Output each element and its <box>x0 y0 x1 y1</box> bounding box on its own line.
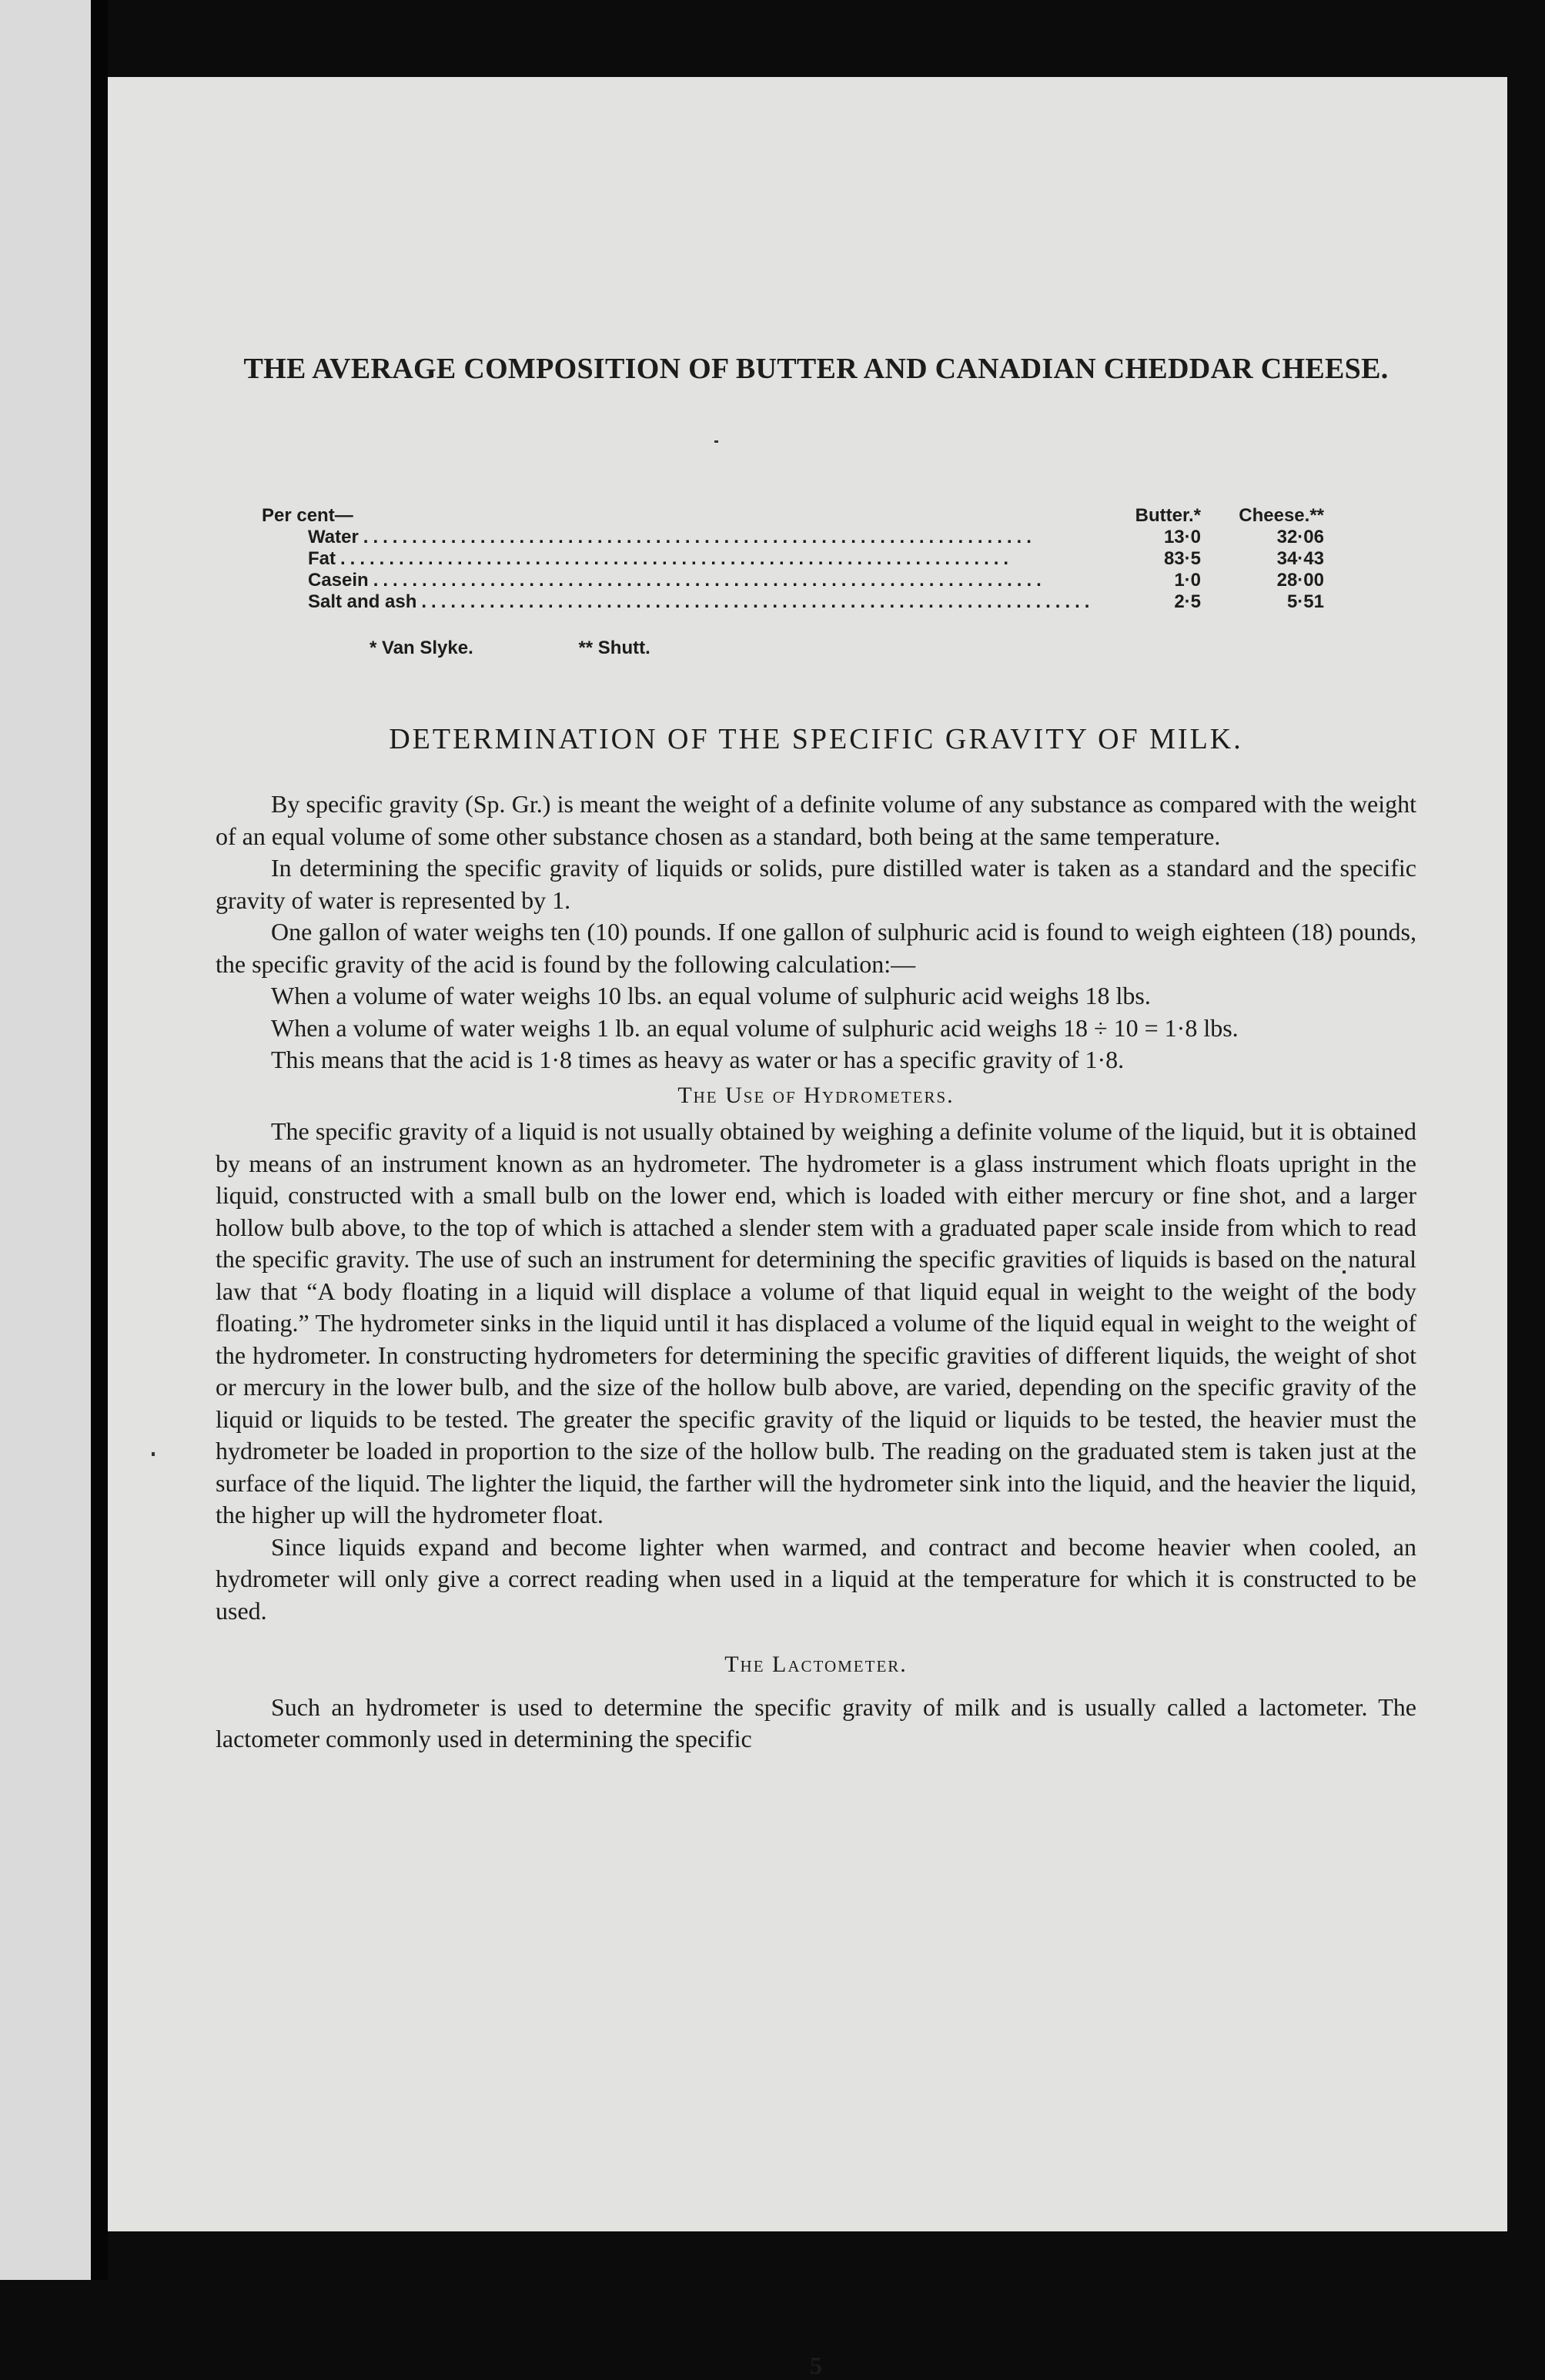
leader-dots: ..................................................................... <box>421 591 1095 612</box>
paragraph: The specific gravity of a liquid is not usually obtained by weighing a definite volume of the liquid, but it is obtained by means of an instrument known as an hydrometer. The hydrometer is a glass instrument which floats upright in the liquid, constructed with a small bulb on the lower end, which is loaded with either mercury or fine shot, and a larger hollow bulb above, to the top of which is attached a slender stem with a graduated paper scale inside from which to read the specific gravity. The use of such an instrument for determining the specific gravities of liquids is based on the natural law that “A body floating in a liquid will displace a volume of that liquid equal in weight to the weight of the body floating.” The hydrometer sinks in the liquid until it has displaced a volume of the liquid equal in weight to the weight of the hydrometer. In constructing hydrometers for determining the specific gravities of different liquids, the weight of shot or mercury in the lower bulb, and the size of the hollow bulb above, are varied, depending on the specific gravity of the liquid or liquids to be tested. The greater the specific gravity of the liquid or liquids to be tested, the heavier must the hydrometer be loaded in proportion to the size of the hollow bulb. The reading on the graduated stem is taken just at the surface of the liquid. The lighter the liquid, the farther will the hydrometer sink into the liquid, and the heavier the liquid, the higher up will the hydrometer float. <box>216 1117 1416 1528</box>
cheese-value: 32·06 <box>1276 527 1324 547</box>
paragraph: Such an hydrometer is used to determine the specific gravity of milk and is usually called a lactometer. The lactometer commonly used in determining the specific <box>216 1692 1416 1752</box>
composition-table <box>262 505 1324 613</box>
section-heading: DETERMINATION OF THE SPECIFIC GRAVITY OF MILK. <box>389 723 1243 755</box>
row-name: Casein <box>308 570 373 591</box>
table-row <box>262 527 1324 548</box>
page-content <box>216 351 1416 2379</box>
cheese-value: 5·51 <box>1286 591 1324 612</box>
butter-value: 2·5 <box>1174 591 1201 612</box>
page <box>108 77 1507 2379</box>
table-header-butter: Butter.* <box>1135 505 1201 526</box>
cheese-value: 28·00 <box>1276 570 1324 591</box>
paragraph: In determining the specific gravity of liquids or solids, pure distilled water is taken as a standard and the specific gravity of water is represented by 1. <box>216 854 1416 914</box>
row-name: Salt and ash <box>308 591 421 612</box>
butter-value: 83·5 <box>1163 548 1201 569</box>
paragraph: One gallon of water weighs ten (10) pounds. If one gallon of sulphuric acid is found to weigh eighteen (18) pounds, the specific gravity of the acid is found by the following calculation:— <box>216 918 1416 978</box>
leader-dots: ..................................................................... <box>340 548 1014 569</box>
page-title: THE AVERAGE COMPOSITION OF BUTTER AND CANADIAN CHEDDAR CHEESE. <box>243 353 1389 385</box>
paragraph: This means that the acid is 1·8 times as heavy as water or has a specific gravity of 1·8. <box>271 1046 1125 1073</box>
adjacent-page-strip <box>0 0 91 2280</box>
leader-dots: ..................................................................... <box>373 570 1046 591</box>
table-footnotes <box>370 638 751 659</box>
page-number: 5 <box>810 2352 822 2379</box>
row-name: Water <box>308 527 363 547</box>
table-header-cheese: Cheese.** <box>1239 505 1324 526</box>
book-gutter <box>91 0 108 2280</box>
table-header-row <box>262 505 1324 527</box>
subheading-lactometer: The Lactometer. <box>724 1652 908 1677</box>
paragraph: When a volume of water weighs 10 lbs. an equal volume of sulphuric acid weighs 18 lbs. <box>271 982 1151 1009</box>
print-speck <box>714 440 718 443</box>
table-header-label: Per cent— <box>262 505 353 526</box>
table-row <box>262 548 1324 570</box>
butter-value: 1·0 <box>1174 570 1201 591</box>
leader-dots: ..................................................................... <box>363 527 1036 547</box>
body-text <box>216 788 1416 1756</box>
print-speck <box>152 1452 155 1456</box>
paragraph: By specific gravity (Sp. Gr.) is meant the weight of a definite volume of any substance as compared with the weight of an equal volume of some other substance chosen as a standard, both being at the same temperature. <box>216 790 1416 850</box>
table-row <box>262 570 1324 591</box>
row-name: Fat <box>308 548 340 569</box>
cheese-value: 34·43 <box>1276 548 1324 569</box>
butter-value: 13·0 <box>1163 527 1201 547</box>
footnote-cheese: ** Shutt. <box>578 638 650 658</box>
footnote-butter: * Van Slyke. <box>370 638 473 658</box>
subheading-hydrometers: The Use of Hydrometers. <box>677 1082 955 1108</box>
paragraph: Since liquids expand and become lighter when warmed, and contract and become heavier when cooled, an hydrometer will only give a correct reading when used in a liquid at the temperature for which it is constructed to be used. <box>216 1532 1416 1625</box>
table-row <box>262 591 1324 613</box>
paragraph: When a volume of water weighs 1 lb. an equal volume of sulphuric acid weighs 18 ÷ 10 = 1·8 lbs. <box>271 1013 1239 1042</box>
